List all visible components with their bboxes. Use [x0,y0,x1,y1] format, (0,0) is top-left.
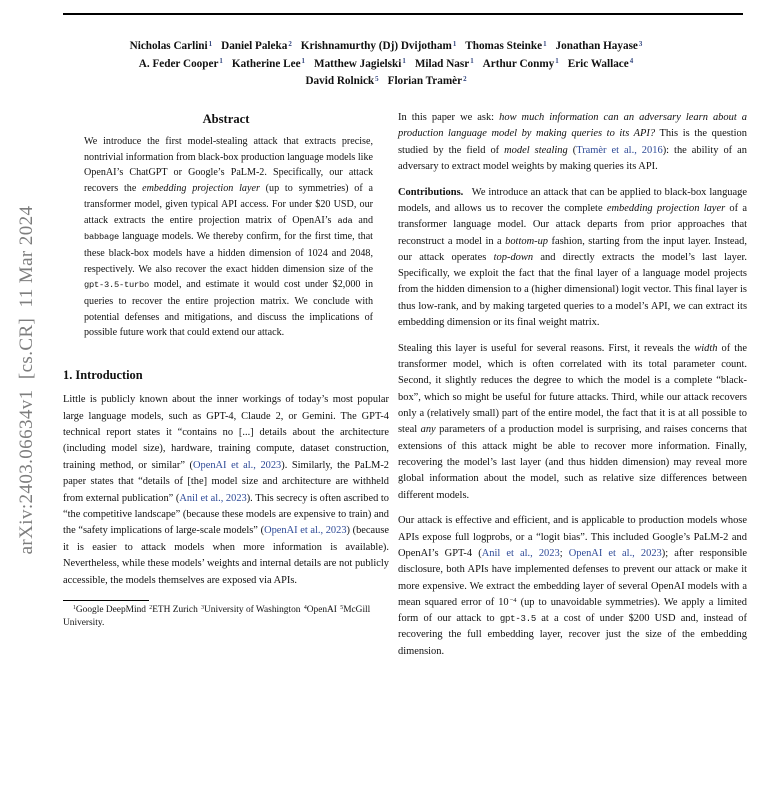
citation-link[interactable]: Tramèr et al., 2016 [576,144,663,156]
text-span: University of Washington [204,605,303,616]
text-span: ( [567,144,577,156]
text-span: parameters of a production model is surprising, and raises concerns that extensions of this attack might be able to recover more information. Finally, recovering the model’s last layer (and thus hidden dimension) may reveal more global information about the model, such as relative size differences between different models. [398,424,747,501]
author-block [40,38,732,91]
footnote-rule [63,600,149,601]
affiliation-sup: 5 [375,75,379,84]
text-span: McGill University. [63,605,371,629]
right-column [398,110,747,670]
text-span: and [352,214,373,226]
affiliation-sup: 1 [219,57,223,66]
affiliation-sup: 1 [452,39,457,48]
text-span: embedding projection layer [142,183,260,195]
superscript: 1 [73,605,76,612]
arxiv-watermark: arXiv:2403.06634v1 [cs.CR] 11 Mar 2024 [16,205,37,555]
affiliation-sup: 1 [543,39,547,48]
affiliation-sup: 1 [402,57,406,66]
text-span: language models. We thereby confirm, for the first time, that these black-box models have a hidden dimension of 1024 and 2048, respectively. We also recover the exact hidden dimension size of the [84,231,373,275]
author-name: Thomas Steinke [465,40,543,52]
superscript: 4 [303,605,307,612]
text-span: ): the ability of an adversary to extract model weights by making queries its API. [398,144,748,172]
superscript: 2 [149,605,153,612]
author [483,58,559,70]
author [388,75,467,87]
text-span: (up to symmetries) of a transformer model, given typical API access. For under $20 USD, our attack extracts the entire projection matrix of OpenAI’s [84,183,373,226]
text-span: ETH Zurich [152,605,201,616]
author-line [40,56,732,74]
author-name: Nicholas Carlini [129,40,208,52]
citation-link[interactable]: Anil et al., 2023 [179,492,247,504]
author-line [40,38,732,56]
author [139,58,223,70]
author-name: Eric Wallace [567,57,629,70]
text-span: ; [559,547,569,559]
text-span: any [420,424,436,436]
paragraph-attack-effectiveness [398,513,747,660]
paragraph-stealing-usefulness [398,341,747,504]
paragraph-research-question [398,110,747,175]
text-span: embedding projection layer [606,202,726,214]
author [301,40,457,52]
author-name: A. Feder Cooper [138,57,219,70]
text-span: ); after responsible disclosure, both APIs have implemented defenses to prevent our attack or make it more expensive. We extract the embedding layer of several OpenAI models with a mean squared error of 10 [398,547,747,608]
affiliation-sup: 2 [288,39,292,48]
author-name: Milad Nasr [414,57,470,70]
text-span: fashion, starting from the input layer. Instead, our attack operates [398,235,747,263]
affiliation-sup: 1 [470,57,474,66]
text-span: of the transformer model, which is often correlated with its total parameter count. Second, it slightly reduces the degree to which the model is a complete “black-box”, which so might be useful for future attacks. Third, while our attack recovers only a (relatively small) part of the entire model, the fact that it is at all possible to steal [398,342,747,436]
text-span: model, and estimate it would cost under $2,000 in queries to recover the entire projection matrix. We conclude with potential defenses and mitigations, and discuss the implications of possible future work that could extend our attack. [84,279,373,339]
text-span: how much information can an adversary learn about a production language model by making queries to its API? [398,112,747,140]
author-name: Arthur Conmy [482,57,555,70]
affiliation-sup: 2 [463,75,467,84]
text-span: and directly extracts the model’s last layer. Specifically, we exploit the fact that the final layer of a language model projects from the hidden dimension to a (higher dimensional) logit vector. This final layer is thus low-rank, and by making targeted queries to a model’s API, we can extract its embedding dimension or its final weight matrix. [398,251,748,329]
author [556,40,643,52]
citation-link[interactable]: OpenAI et al., 2023 [264,525,347,537]
code-span: ada [337,215,353,226]
superscript: 5 [340,605,344,612]
text-span: This is the question studied by the field of [398,128,747,156]
superscript: −4 [509,596,517,604]
top-rule [63,13,743,15]
text-span: ) (because it is easier to attack models when more information is available). Nevertheless, while these models’ weights and internal details are not publicly accessible, the models themselves are exposed via APIs. [63,525,389,586]
abstract-heading: Abstract [202,112,250,126]
citation-link[interactable]: OpenAI et al., 2023 [193,459,282,471]
affiliations-footnote [63,604,389,630]
text-span: at a cost of under $200 USD and, instead of recovering the full embedding layer, recover just the size of the embedding dimension. [398,613,747,657]
affiliation-sup: 3 [638,39,643,48]
author [415,58,474,70]
text-span: We introduce the first model-stealing attack that extracts precise, nontrivial information from black-box production language models like OpenAI’s ChatGPT or Google’s PaLM-2. Specifically, our attack recovers the [84,136,374,195]
author [465,40,546,52]
text-span: Stealing this layer is useful for several reasons. First, it reveals the [398,342,695,354]
section-heading-introduction: 1. Introduction [63,368,143,383]
superscript: 3 [201,605,205,612]
text-span: OpenAI [306,605,340,616]
text-span: width [694,342,718,354]
author-name: David Rolnick [305,75,375,88]
author-name: Daniel Paleka [221,40,288,52]
author-line [40,73,732,91]
author [130,40,212,52]
author [232,58,305,70]
text-span: Little is publicly known about the inner workings of today’s most popular large language models, such as GPT-4, Claude 2, or Gemini. The GPT-4 technical report states it “contains no [...] details about the architecture (including model size), hardware, training compute, dataset construction, training method, or similar” ( [63,394,389,471]
code-span: gpt-3.5-turbo [84,280,150,291]
text-span: model stealing [504,144,568,156]
text-span: top-down [493,251,534,263]
author [314,58,406,70]
author-name: Matthew Jagielski [314,57,402,70]
abstract-body [84,134,373,341]
author [305,75,378,87]
author-name: Katherine Lee [231,57,301,70]
affiliation-sup: 4 [629,57,634,66]
text-span: ). Similarly, the PaLM-2 paper states that “details of [the] model size and architecture are withheld from external publication” ( [63,459,389,504]
text-span: In this paper we ask: [398,112,500,123]
text-span: of a transformer language model. Our attack departs from prior approaches that reconstruct a model in a [398,202,747,247]
text-span: ). This secrecy is often ascribed to “the competitive landscape” (because these models are expensive to train) and the “safety implications of large-scale models” ( [63,492,389,537]
author [568,58,633,70]
affiliation-sup: 1 [555,57,559,66]
author-name: Krishnamurthy (Dj) Dvijotham [300,40,452,52]
text-span: Our attack is effective and efficient, and is applicable to production models whose APIs expose full logprobs, or a “logit bias”. This included Google’s PaLM-2 and OpenAI’s GPT-4 ( [398,515,747,559]
text-span: Contributions. [398,186,464,198]
left-column [63,112,389,630]
author-name: Jonathan Hayase [555,40,638,52]
citation-link[interactable]: Anil et al., 2023 [481,547,560,559]
code-span: babbage [84,232,120,243]
author [221,40,292,52]
text-span: (up to unavoidable symmetries). We apply a limited form of our attack to [398,596,747,625]
affiliation-sup: 1 [301,57,306,66]
text-span: Google DeepMind [75,605,149,616]
author-name: Florian Tramèr [387,75,463,88]
affiliation-sup: 1 [208,39,213,48]
code-span: gpt-3.5 [499,614,537,625]
intro-paragraph [63,392,389,589]
paragraph-contributions [398,185,747,332]
text-span: bottom-up [505,235,549,247]
text-span: We introduce an attack that can be applied to black-box language models, and allows us to recover the complete [398,186,747,214]
citation-link[interactable]: OpenAI et al., 2023 [568,547,662,559]
